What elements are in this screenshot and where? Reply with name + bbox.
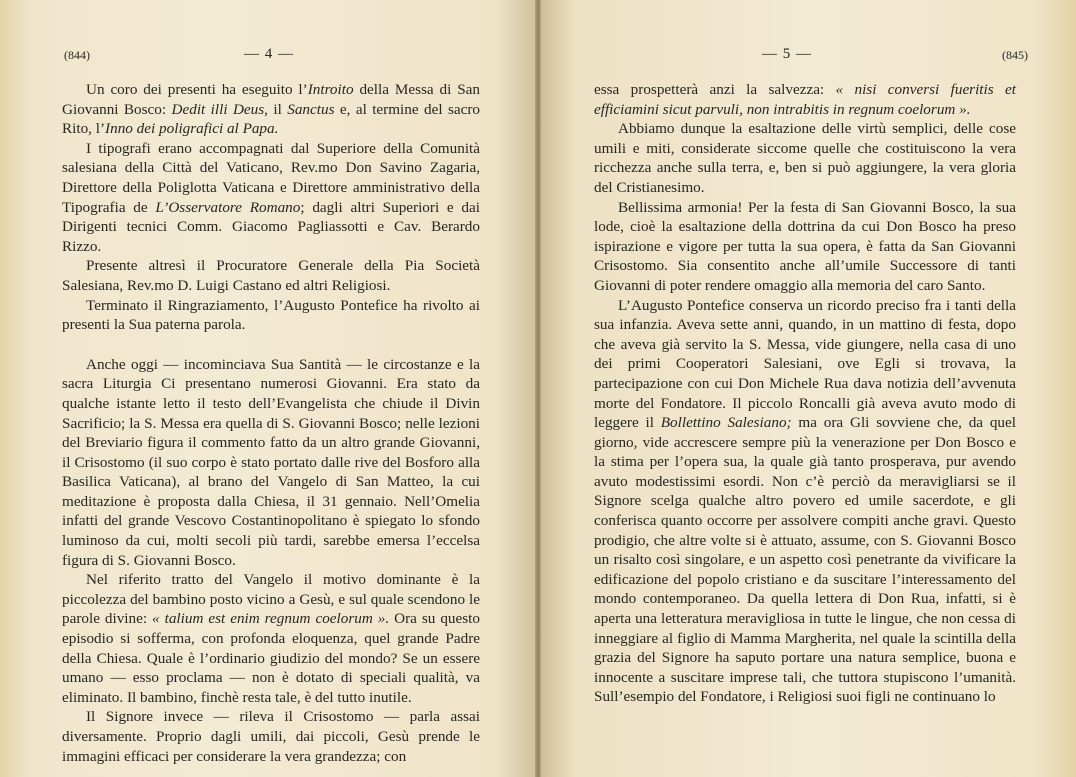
right-paragraph-4: L’Augusto Pontefice conserva un ricordo preciso fra i tanti della sua infanzia. Aveva sette anni, quando, in un mattino di festa, dopo che aveva già servito la S. Messa, vide giungere, nella casa di uno dei primi Cooperatori Salesiani, ove Egli si trovava, la partecipazione con cui Don Michele Rua dava notizia dell’avvenuta morte del Fondatore. Il piccolo Roncalli già aveva avuto modo di leggere il Bollettino Salesiano; ma ora Gli sovviene che, da quel giorno, vide accrescere sempre più la venerazione per Don Bosco e la stima per l’opera sua, la quale già tanto prosperava, pur avendo avuto modestissimi esordi. Non c’è perciò da meravigliarsi se il Signore scelga qualche altro povero ed umile sacerdote, e gli conferisca quanto occorre per assolvere compiti anche gravi. Questo prodigio, che altre volte si è attuato, assume, con S. Giovanni Bosco un risalto così singolare, e un aspetto così penetrante da vivificare la edificazione del popolo cristiano e da suscitare l’interessamento del mondo contemporaneo. Da quella lettera di Don Rua, infatti, si è aperta una letteratura meravigliosa in tutte le lingue, che non cessa di inneggiare al figlio di Mamma Margherita, nel quale la scintilla della grazia del Signore ha saputo portare una natura semplice, buona e innocente a suscitare imprese tali, che tuttora stupiscono l’umanità. Sull’esempio del Fondatore, i Religiosi suoi figli ne continuano lo bbox=[594, 296, 1016, 706]
left-paragraph-2: I tipografi erano accompagnati dal Superiore della Comunità salesiana della Città del Vaticano, Rev.mo Don Savino Zagaria, Direttore della Poliglotta Vaticana e Direttore amministrativo della Tipografia de L’Osservatore Romano; dagli altri Superiori e dai Dirigenti tecnici Comm. Giacomo Pagliassotti e Cav. Berardo Rizzo. bbox=[62, 139, 480, 255]
right-paragraph-1: essa prospetterà anzi la salvezza: « nisi conversi fueritis et efficiamini sicut parvuli, non intrabitis in regnum coelorum ». bbox=[594, 81, 1016, 118]
right-page bbox=[538, 0, 1076, 777]
left-paragraph-7: Il Signore invece — rileva il Crisostomo — parla assai diversamente. Proprio dagli umili, dai piccoli, Gesù prende le immagini efficaci per considerare la vera grandezza; con bbox=[62, 708, 480, 765]
left-body-text bbox=[62, 80, 480, 766]
right-page-number: (845) bbox=[1002, 48, 1028, 62]
book-gutter bbox=[535, 0, 541, 777]
left-paragraph-6: Nel riferito tratto del Vangelo il motivo dominante è la piccolezza del bambino posto vicino a Gesù, e sul quale scendono le parole divine: « talium est enim regnum coelorum ». Ora su questo episodio si sofferma, con profonda eloquenza, quel grande Padre della Chiesa. Quale è l’ordinario giudizio del mondo? Se un essere umano — esso proclama — non è dotato di speciali qualità, va eliminato. Il bambino, finchè resta tale, è del tutto inutile. bbox=[62, 571, 480, 706]
left-paragraph-3: Presente altresì il Procuratore Generale della Pia Società Salesiana, Rev.mo D. Luigi Castano ed altri Religiosi. bbox=[62, 257, 480, 294]
left-paragraph-4: Terminato il Ringraziamento, l’Augusto Pontefice ha rivolto ai presenti la Sua paterna parola. bbox=[62, 296, 480, 334]
left-paragraph-5: Anche oggi — incominciava Sua Santità — le circostanze e la sacra Liturgia Ci presentano numerosi Giovanni. Era stato da qualche istante letto il testo dell’Evangelista che chiude il Divin Sacrificio; la S. Messa era quella di S. Giovanni Bosco; nelle lezioni del Breviario figura il commento fatto da un altro grande Giovanni, il Crisostomo (il suo corpo è stato portato dalle rive del Bosforo alla Basilica Vaticana), al brano del Vangelo di San Matteo, la cui meditazione è proposta dalla Chiesa, il 31 gennaio. Nell’Omelia infatti del grande Vescovo Costantinopolitano è spiegato lo sfondo luminoso da cui, molti secoli più tardi, sarebbe emersa l’eccelsa figura di S. Giovanni Bosco. bbox=[62, 355, 480, 569]
right-paragraph-2: Abbiamo dunque la esaltazione delle virtù semplici, delle cose umili e miti, considerate siccome quelle che costituiscono la vera ricchezza anche sulla terra, e, ben si può aggiungere, la vera gloria del Cristianesimo. bbox=[594, 120, 1016, 196]
left-paragraph-1: Un coro dei presenti ha eseguito l’Introito della Messa di San Giovanni Bosco: Dedit illi Deus, il Sanctus e, al termine del sacro Rito, l’Inno dei poligrafici al Papa. bbox=[62, 81, 481, 138]
right-paragraph-3: Bellissima armonia! Per la festa di San Giovanni Bosco, la sua lode, cioè la esaltazione della dottrina da cui Don Bosco ha preso ispirazione e vigore per tutta la sua opera, è fatta da San Giovanni Crisostomo. Sia consentito anche all’umile Successore di tanti Giovanni di poter rendere omaggio alla memoria del caro Santo. bbox=[594, 198, 1016, 294]
left-page-number: (844) bbox=[64, 48, 90, 62]
right-body-text bbox=[594, 80, 1016, 707]
left-folio: — 4 — bbox=[244, 46, 294, 62]
right-folio: — 5 — bbox=[762, 46, 812, 62]
